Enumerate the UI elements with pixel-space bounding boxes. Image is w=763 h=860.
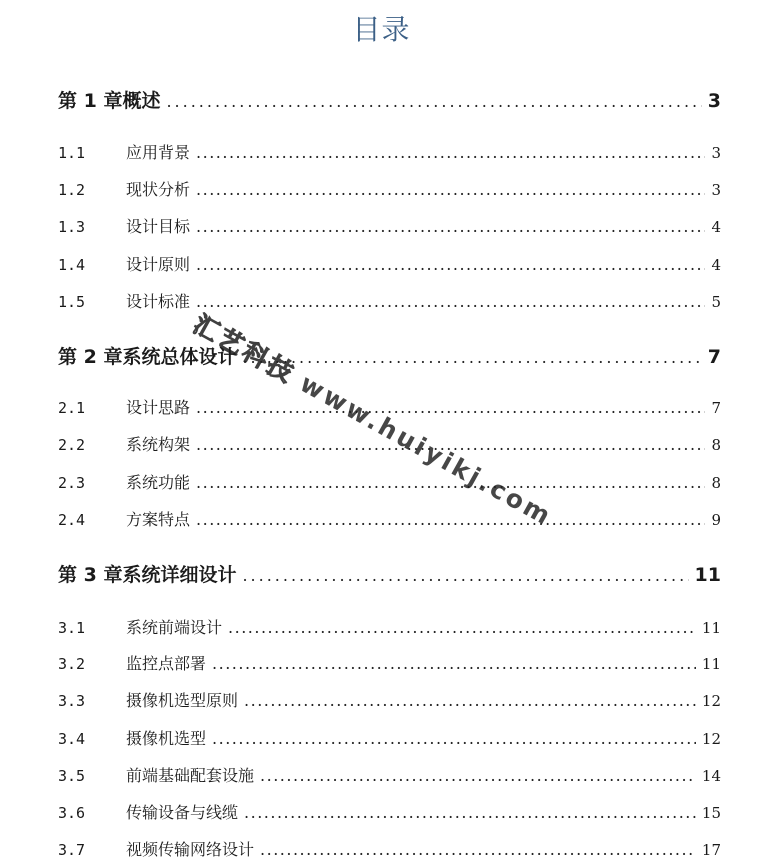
page-number: 11 <box>701 619 721 637</box>
toc-section-3-3[interactable] <box>58 688 721 711</box>
dot-leader <box>196 292 705 311</box>
toc-section-2-4[interactable] <box>58 507 721 530</box>
dot-leader <box>260 766 696 785</box>
section-number: 1.3 <box>58 218 86 236</box>
dot-leader <box>242 566 688 585</box>
chapter-label: 第 1 章概述 <box>58 90 161 112</box>
page-number: 7 <box>711 399 721 417</box>
page-number: 9 <box>711 511 721 529</box>
section-label: 摄像机选型 <box>126 729 207 748</box>
toc-section-3-2[interactable] <box>58 651 721 674</box>
section-number: 3.4 <box>58 730 86 748</box>
section-number: 3.5 <box>58 767 86 785</box>
chapter-label: 第 3 章系统详细设计 <box>58 564 237 586</box>
dot-leader <box>196 143 705 162</box>
page-number: 3 <box>711 144 721 162</box>
toc-chapter-3[interactable] <box>58 560 721 587</box>
dot-leader <box>196 510 705 529</box>
section-label: 系统前端设计 <box>126 618 223 637</box>
page-number: 8 <box>711 474 721 492</box>
section-number: 1.1 <box>58 144 86 162</box>
watermark-company: 汇艺科技 <box>188 309 301 390</box>
section-label: 监控点部署 <box>126 654 207 673</box>
toc-section-3-4[interactable] <box>58 726 721 749</box>
page-title: 目录 <box>352 13 411 46</box>
section-number: 3.3 <box>58 692 86 710</box>
dot-leader <box>260 840 696 859</box>
section-number: 1.4 <box>58 256 86 274</box>
section-number: 1.5 <box>58 293 86 311</box>
dot-leader <box>166 92 701 111</box>
section-label: 设计原则 <box>126 255 191 274</box>
section-label: 视频传输网络设计 <box>126 840 255 859</box>
section-number: 2.3 <box>58 474 86 492</box>
section-number: 3.1 <box>58 619 86 637</box>
section-label: 前端基础配套设施 <box>126 766 255 785</box>
page-number: 15 <box>701 804 721 822</box>
section-label: 摄像机选型原则 <box>126 691 239 710</box>
toc-section-3-1[interactable] <box>58 615 721 638</box>
dot-leader <box>212 654 696 673</box>
toc-chapter-1[interactable] <box>58 86 721 113</box>
dot-leader <box>244 691 696 710</box>
toc-section-3-7[interactable] <box>58 837 721 860</box>
toc-section-3-6[interactable] <box>58 800 721 823</box>
page-number: 3 <box>707 90 721 112</box>
section-number: 2.1 <box>58 399 86 417</box>
dot-leader <box>228 618 696 637</box>
section-number: 3.2 <box>58 655 86 673</box>
page-number: 4 <box>711 256 721 274</box>
section-number: 3.7 <box>58 841 86 859</box>
page-number: 7 <box>707 346 721 368</box>
dot-leader <box>196 217 705 236</box>
section-number: 2.4 <box>58 511 86 529</box>
section-label: 应用背景 <box>126 143 191 162</box>
dot-leader <box>196 398 705 417</box>
section-label: 系统构架 <box>126 435 191 454</box>
section-label: 设计思路 <box>126 398 191 417</box>
page-number: 17 <box>701 841 721 859</box>
page-number: 3 <box>711 181 721 199</box>
dot-leader <box>244 803 696 822</box>
page-number: 8 <box>711 436 721 454</box>
toc-section-1-4[interactable] <box>58 252 721 275</box>
page-number: 12 <box>701 692 721 710</box>
page-number: 5 <box>711 293 721 311</box>
toc-section-3-5[interactable] <box>58 763 721 786</box>
section-number: 2.2 <box>58 436 86 454</box>
page-number: 11 <box>701 655 721 673</box>
dot-leader <box>212 729 696 748</box>
page-number: 14 <box>701 767 721 785</box>
toc-section-2-3[interactable] <box>58 470 721 493</box>
section-number: 1.2 <box>58 181 86 199</box>
section-label: 现状分析 <box>126 180 191 199</box>
section-label: 方案特点 <box>126 510 191 529</box>
section-label: 传输设备与线缆 <box>126 803 239 822</box>
watermark-url: www.huiyikj.com <box>295 368 558 532</box>
toc-chapter-2[interactable] <box>58 342 721 369</box>
dot-leader <box>196 180 705 199</box>
section-label: 系统功能 <box>126 473 191 492</box>
section-label: 设计目标 <box>126 217 191 236</box>
page-number: 12 <box>701 730 721 748</box>
toc-section-1-2[interactable] <box>58 177 721 200</box>
page-number: 4 <box>711 218 721 236</box>
toc-section-1-5[interactable] <box>58 289 721 312</box>
toc-section-1-3[interactable] <box>58 214 721 237</box>
section-label: 设计标准 <box>126 292 191 311</box>
section-number: 3.6 <box>58 804 86 822</box>
chapter-label: 第 2 章系统总体设计 <box>58 346 237 368</box>
dot-leader <box>196 255 705 274</box>
toc-section-1-1[interactable] <box>58 140 721 163</box>
page-number: 11 <box>694 564 721 586</box>
